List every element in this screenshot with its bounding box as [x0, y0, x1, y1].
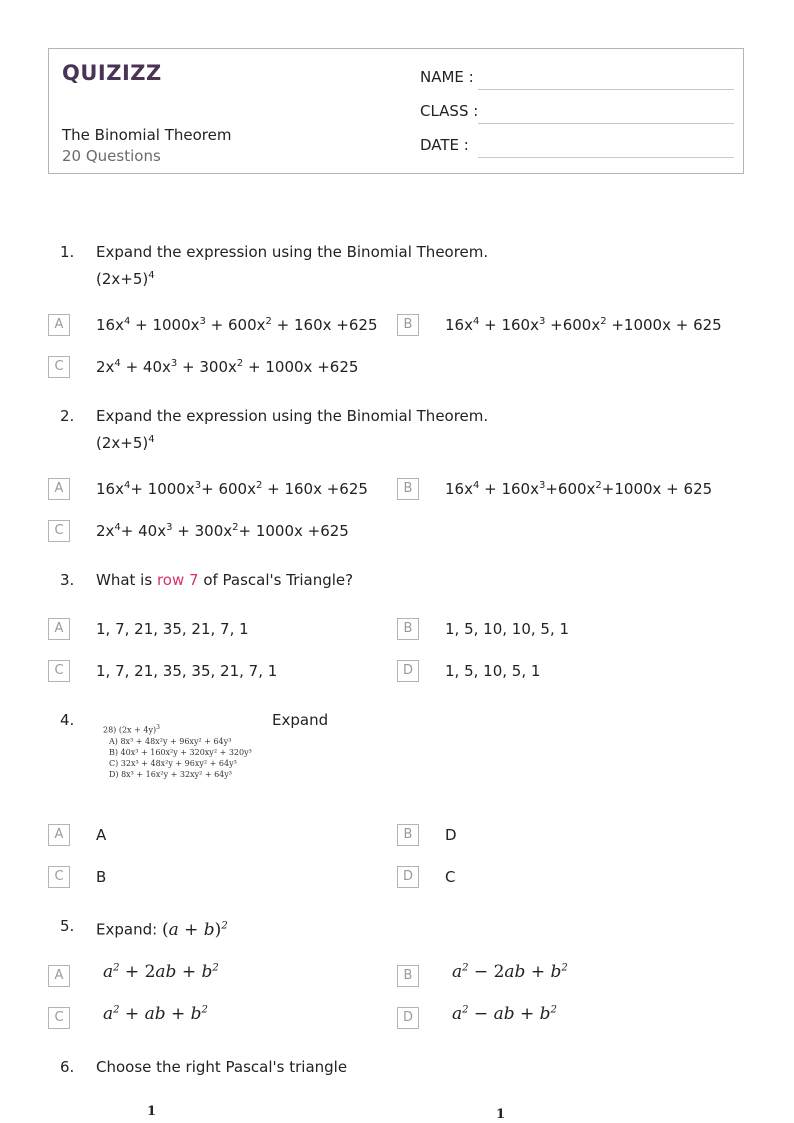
option-math[interactable]: $a^2 - 2ab + b^2$ — [452, 962, 568, 982]
image-question-line: 28) $(2x + 4y)^3$ — [103, 724, 160, 735]
question-text — [96, 240, 488, 291]
question-text: Choose the right Pascal's triangle — [96, 1058, 348, 1076]
math-expression: $(a + b)^2$ — [161, 919, 228, 940]
pascal-triangle-top: 1 — [147, 1104, 157, 1119]
option-box-c[interactable]: C — [48, 1007, 70, 1029]
option-text[interactable]: 1, 7, 21, 35, 21, 7, 1 — [96, 620, 249, 638]
option-text[interactable]: $16x^4 + 160x^3 +600x^2 +1000x + 625$ — [445, 316, 722, 334]
option-text[interactable]: $16x^4 + 1000x^3 + 600x^2 + 160x +625$ — [96, 316, 378, 334]
worksheet-title: The Binomial Theorem — [62, 126, 232, 144]
question-number: 5. — [60, 917, 75, 935]
option-text[interactable]: $2x^4+ 40x^3 + 300x^2+ 1000x +625$ — [96, 522, 349, 540]
option-text[interactable]: D — [445, 826, 457, 844]
question-number: 6. — [60, 1058, 75, 1076]
pascal-triangle-top: 1 — [496, 1107, 506, 1122]
option-box-b[interactable]: B — [397, 618, 419, 640]
option-math[interactable]: $a^2 + 2ab + b^2$ — [103, 962, 219, 982]
option-text[interactable]: C — [445, 868, 456, 886]
option-text[interactable]: B — [96, 868, 107, 886]
option-box-d[interactable]: D — [397, 866, 419, 888]
question-text: Expand: $(a + b)^2$ — [96, 919, 228, 940]
date-field[interactable] — [420, 136, 734, 160]
highlighted-term: row 7 — [156, 571, 199, 589]
date-line[interactable] — [478, 157, 734, 158]
date-label: DATE : — [420, 136, 469, 154]
question-count: 20 Questions — [62, 147, 161, 165]
option-box-b[interactable]: B — [397, 824, 419, 846]
image-option-a: A) 8x³ + 48x²y + 96xy² + 64y³ — [109, 736, 232, 746]
option-box-b[interactable]: B — [397, 314, 419, 336]
option-text[interactable]: 1, 5, 10, 10, 5, 1 — [445, 620, 570, 638]
option-text[interactable]: $2x^4 + 40x^3 + 300x^2 + 1000x +625$ — [96, 358, 359, 376]
option-text[interactable]: 1, 5, 10, 5, 1 — [445, 662, 541, 680]
question-number: 2. — [60, 407, 75, 425]
question-prompt: Expand the expression using the Binomial Theorem. — [96, 243, 489, 261]
option-text[interactable]: A — [96, 826, 107, 844]
option-text[interactable]: 1, 7, 21, 35, 35, 21, 7, 1 — [96, 662, 278, 680]
option-math[interactable]: $a^2$ − ab + $b^2$ — [452, 1004, 557, 1024]
image-option-b: B) 40x³ + 160x²y + 320xy² + 320y³ — [109, 747, 252, 757]
question-text: What is row 7 of Pascal's Triangle? — [96, 571, 354, 589]
option-box-a[interactable]: A — [48, 478, 70, 500]
image-option-c: C) 32x³ + 48x²y + 96xy² + 64y³ — [109, 758, 237, 768]
question-text — [96, 404, 488, 455]
option-box-c[interactable]: C — [48, 866, 70, 888]
option-box-c[interactable]: C — [48, 660, 70, 682]
option-box-a[interactable]: A — [48, 618, 70, 640]
question-expression: $(2x+5)^4$ — [96, 270, 155, 288]
option-box-c[interactable]: C — [48, 356, 70, 378]
option-box-b[interactable]: B — [397, 965, 419, 987]
question-text: Expand — [272, 711, 329, 729]
option-box-a[interactable]: A — [48, 824, 70, 846]
question-expression: $(2x+5)^4$ — [96, 434, 155, 452]
question-prompt: Expand the expression using the Binomial Theorem. — [96, 407, 489, 425]
question-image — [103, 722, 273, 780]
option-box-a[interactable]: A — [48, 314, 70, 336]
class-field[interactable] — [420, 102, 734, 126]
question-number: 4. — [60, 711, 75, 729]
option-text[interactable]: $16x^4 + 160x^3+600x^2+1000x + 625$ — [445, 480, 713, 498]
option-box-d[interactable]: D — [397, 660, 419, 682]
option-box-d[interactable]: D — [397, 1007, 419, 1029]
question-number: 1. — [60, 243, 75, 261]
image-option-d: D) 8x³ + 16x²y + 32xy² + 64y³ — [109, 769, 232, 779]
worksheet-header — [48, 48, 744, 174]
class-label: CLASS : — [420, 102, 479, 120]
name-field[interactable] — [420, 68, 734, 92]
option-box-a[interactable]: A — [48, 965, 70, 987]
option-math[interactable]: $a^2$ + ab + $b^2$ — [103, 1004, 208, 1024]
option-box-c[interactable]: C — [48, 520, 70, 542]
quizizz-logo: QUIZIZZ — [62, 61, 162, 85]
name-line[interactable] — [478, 89, 734, 90]
question-number: 3. — [60, 571, 75, 589]
name-label: NAME : — [420, 68, 474, 86]
option-box-b[interactable]: B — [397, 478, 419, 500]
class-line[interactable] — [478, 123, 734, 124]
option-text[interactable]: $16x^4+ 1000x^3+ 600x^2 + 160x +625$ — [96, 480, 368, 498]
